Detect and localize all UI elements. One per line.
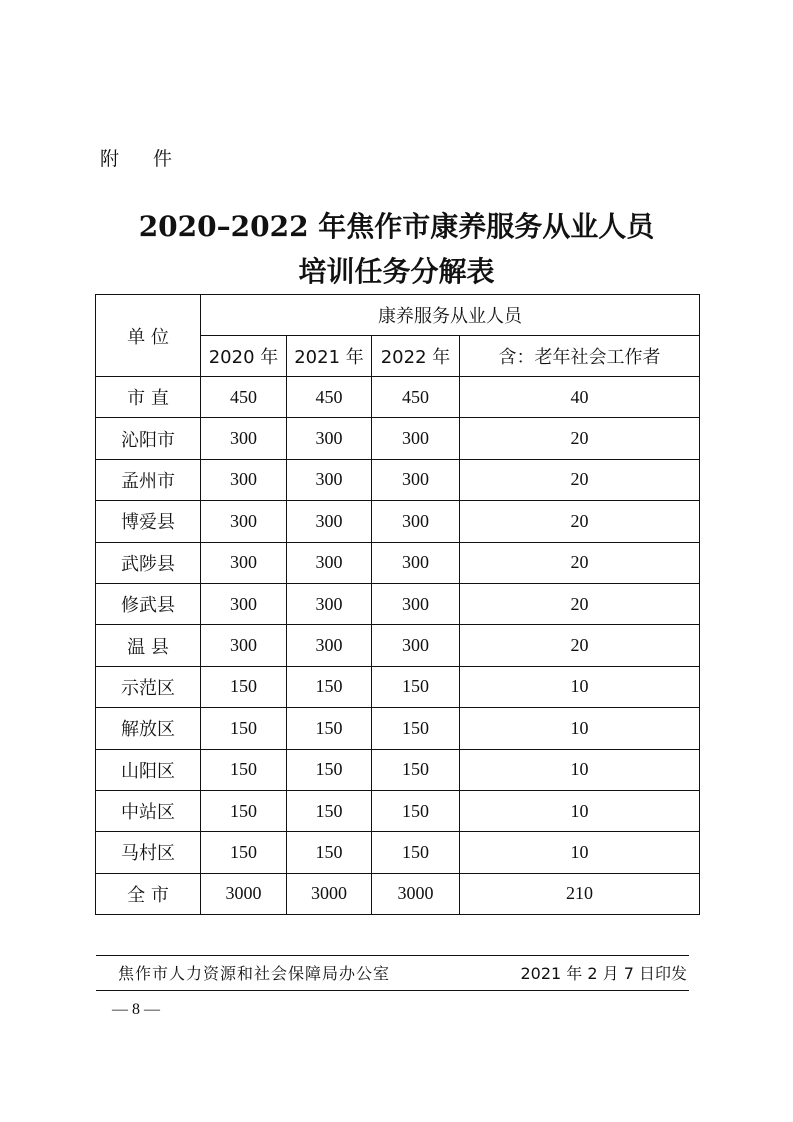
- table-row: [96, 377, 700, 418]
- value-cell: 150: [201, 749, 287, 790]
- table-row: [96, 625, 700, 666]
- value-cell: 150: [372, 790, 460, 831]
- value-cell: 3000: [201, 873, 287, 914]
- value-cell: 450: [287, 377, 372, 418]
- table-body: [96, 377, 700, 915]
- footer-issuer: 焦作市人力资源和社会保障局办公室: [118, 964, 391, 983]
- value-cell: 3000: [287, 873, 372, 914]
- unit-cell: 解放区: [96, 708, 201, 749]
- table-row: [96, 666, 700, 707]
- task-breakdown-table: [95, 294, 700, 915]
- table-row: [96, 832, 700, 873]
- unit-cell: 山阳区: [96, 749, 201, 790]
- column-header-social-workers: 含：老年社会工作者: [460, 336, 700, 377]
- value-cell: 300: [287, 625, 372, 666]
- attachment-label: 附 件: [100, 148, 187, 170]
- footer-rule-top: [96, 955, 689, 956]
- footer-date: 2021 年 2 月 7 日印发: [520, 964, 687, 983]
- table-row: [96, 459, 700, 500]
- value-cell: 300: [201, 625, 287, 666]
- group-header: 康养服务从业人员: [201, 295, 700, 336]
- unit-cell: 博爱县: [96, 501, 201, 542]
- value-cell: 450: [372, 377, 460, 418]
- value-cell: 20: [460, 418, 700, 459]
- value-cell: 300: [201, 418, 287, 459]
- value-cell: 10: [460, 749, 700, 790]
- footer-rule-bottom: [96, 990, 689, 991]
- value-cell: 300: [287, 583, 372, 624]
- value-cell: 450: [201, 377, 287, 418]
- value-cell: 150: [287, 749, 372, 790]
- unit-header: 单 位: [96, 295, 201, 377]
- value-cell: 10: [460, 708, 700, 749]
- value-cell: 150: [201, 708, 287, 749]
- value-cell: 300: [287, 542, 372, 583]
- value-cell: 40: [460, 377, 700, 418]
- unit-cell: 马村区: [96, 832, 201, 873]
- value-cell: 150: [287, 832, 372, 873]
- value-cell: 20: [460, 583, 700, 624]
- table-row: [96, 790, 700, 831]
- unit-cell: 中站区: [96, 790, 201, 831]
- value-cell: 10: [460, 832, 700, 873]
- value-cell: 10: [460, 666, 700, 707]
- table-row: [96, 873, 700, 914]
- value-cell: 20: [460, 459, 700, 500]
- column-header-2020: 2020 年: [201, 336, 287, 377]
- table-row: [96, 583, 700, 624]
- value-cell: 150: [287, 666, 372, 707]
- value-cell: 300: [372, 542, 460, 583]
- value-cell: 20: [460, 501, 700, 542]
- unit-cell: 武陟县: [96, 542, 201, 583]
- document-title-line-2: 培训任务分解表: [298, 255, 495, 288]
- value-cell: 300: [201, 459, 287, 500]
- value-cell: 300: [287, 418, 372, 459]
- unit-cell: 温 县: [96, 625, 201, 666]
- value-cell: 300: [287, 501, 372, 542]
- unit-cell: 全 市: [96, 873, 201, 914]
- table-row: [96, 501, 700, 542]
- table-row: [96, 708, 700, 749]
- value-cell: 300: [287, 459, 372, 500]
- unit-cell: 市 直: [96, 377, 201, 418]
- value-cell: 150: [372, 832, 460, 873]
- table-row: [96, 542, 700, 583]
- value-cell: 20: [460, 625, 700, 666]
- table-header-row-1: [96, 295, 700, 336]
- table-row: [96, 418, 700, 459]
- value-cell: 300: [372, 583, 460, 624]
- value-cell: 300: [372, 459, 460, 500]
- value-cell: 210: [460, 873, 700, 914]
- value-cell: 300: [372, 501, 460, 542]
- value-cell: 20: [460, 542, 700, 583]
- value-cell: 150: [287, 790, 372, 831]
- unit-cell: 修武县: [96, 583, 201, 624]
- unit-cell: 示范区: [96, 666, 201, 707]
- value-cell: 150: [201, 666, 287, 707]
- unit-cell: 孟州市: [96, 459, 201, 500]
- value-cell: 10: [460, 790, 700, 831]
- column-header-2022: 2022 年: [372, 336, 460, 377]
- value-cell: 3000: [372, 873, 460, 914]
- value-cell: 150: [372, 666, 460, 707]
- value-cell: 150: [201, 832, 287, 873]
- value-cell: 300: [201, 501, 287, 542]
- value-cell: 150: [372, 749, 460, 790]
- value-cell: 300: [372, 418, 460, 459]
- value-cell: 300: [201, 583, 287, 624]
- value-cell: 300: [201, 542, 287, 583]
- unit-cell: 沁阳市: [96, 418, 201, 459]
- value-cell: 150: [287, 708, 372, 749]
- column-header-2021: 2021 年: [287, 336, 372, 377]
- value-cell: 150: [201, 790, 287, 831]
- value-cell: 150: [372, 708, 460, 749]
- table-row: [96, 749, 700, 790]
- page-number: — 8 —: [112, 1001, 160, 1018]
- value-cell: 300: [372, 625, 460, 666]
- document-title-line-1: 2020–2022 年焦作市康养服务从业人员: [138, 210, 655, 243]
